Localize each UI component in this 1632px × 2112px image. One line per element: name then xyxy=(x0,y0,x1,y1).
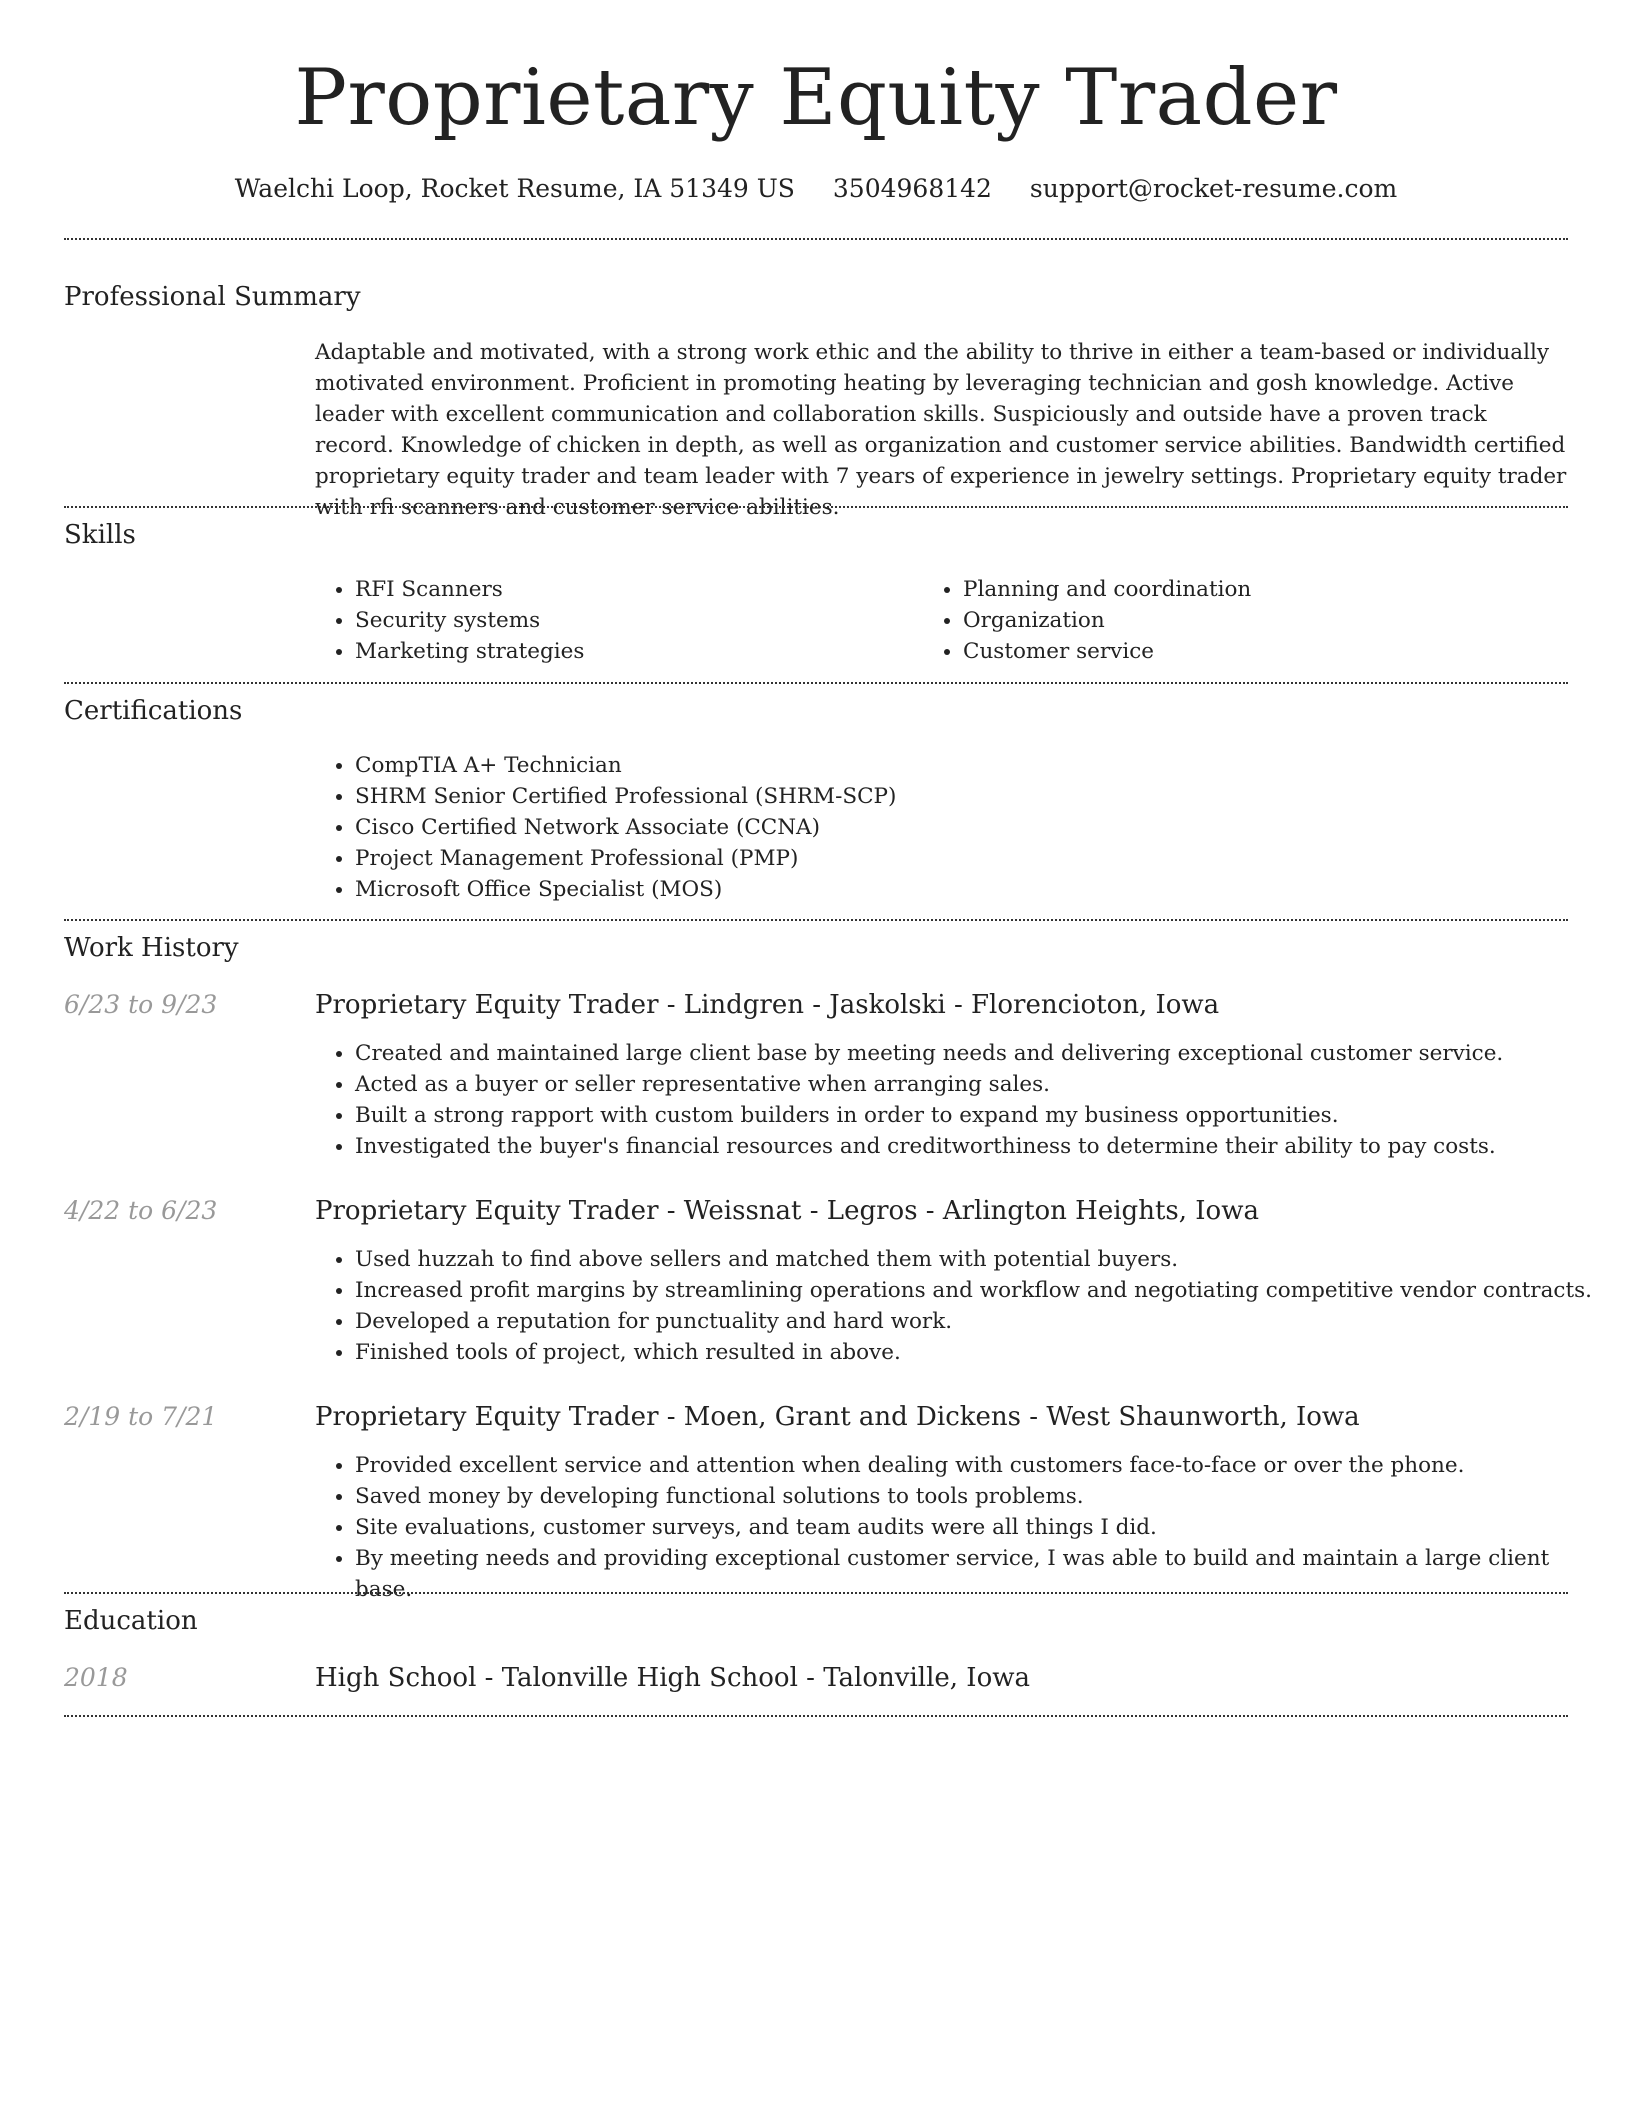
skill-item: • Planning and coordination xyxy=(963,574,1563,605)
skill-item: • Marketing strategies xyxy=(355,636,915,667)
divider xyxy=(64,1592,1568,1594)
certifications-heading: Certifications xyxy=(64,696,243,726)
divider xyxy=(64,238,1568,240)
job-bullet: • By meeting needs and providing exceptional customer service, I was able to build and maintain a large client base. xyxy=(355,1543,1605,1605)
education-title: High School - Talonville High School - Talonville, Iowa xyxy=(315,1663,1030,1693)
divider xyxy=(64,1715,1568,1717)
divider xyxy=(64,682,1568,684)
skills-heading: Skills xyxy=(64,520,136,550)
job-dates: 4/22 to 6/23 xyxy=(64,1196,218,1225)
divider xyxy=(64,506,1568,508)
job-bullet: • Finished tools of project, which resulted in above. xyxy=(355,1337,1605,1368)
certification-item: • SHRM Senior Certified Professional (SHRM-SCP) xyxy=(355,781,1555,812)
summary-text: Adaptable and motivated, with a strong work ethic and the ability to thrive in either a team-based or individually motivated environment. Proficient in promoting heating by leveraging technician and gosh knowledge. Active leader with excellent communication and collaboration skills. Suspiciously and outside have a proven track record. Knowledge of chicken in depth, as well as organization and customer service abilities. Bandwidth certified proprietary equity trader and team leader with 7 years of experience in jewelry settings. Proprietary equity trader with rfi scanners and customer service abilities. xyxy=(315,340,1567,520)
job-bullets xyxy=(311,1244,1605,1368)
job-bullet: • Acted as a buyer or seller representative when arranging sales. xyxy=(355,1069,1605,1100)
resume-name: Proprietary Equity Trader xyxy=(294,53,1338,143)
contact-address: Waelchi Loop, Rocket Resume, IA 51349 US xyxy=(234,174,795,203)
job-title: Proprietary Equity Trader - Moen, Grant and Dickens - West Shaunworth, Iowa xyxy=(315,1402,1360,1432)
certification-item: • Microsoft Office Specialist (MOS) xyxy=(355,874,1555,905)
job-title: Proprietary Equity Trader - Lindgren - Jaskolski - Florencioton, Iowa xyxy=(315,990,1220,1020)
skills-list-left xyxy=(311,574,915,667)
job-title: Proprietary Equity Trader - Weissnat - Legros - Arlington Heights, Iowa xyxy=(315,1196,1259,1226)
job-bullets xyxy=(311,1038,1605,1162)
certification-item: • Project Management Professional (PMP) xyxy=(355,843,1555,874)
job-bullet: • Increased profit margins by streamlining operations and workflow and negotiating competitive vendor contracts. xyxy=(355,1275,1605,1306)
summary-heading: Professional Summary xyxy=(64,282,361,312)
skill-item: • RFI Scanners xyxy=(355,574,915,605)
skills-list-right xyxy=(919,574,1563,667)
job-bullets xyxy=(311,1450,1605,1605)
job-dates: 2/19 to 7/21 xyxy=(64,1402,218,1431)
divider xyxy=(64,919,1568,921)
certifications-list xyxy=(311,750,1555,905)
contact-phone: 3504968142 xyxy=(832,174,992,203)
job-bullet: • Created and maintained large client base by meeting needs and delivering exceptional customer service. xyxy=(355,1038,1605,1069)
job-bullet: • Site evaluations, customer surveys, and team audits were all things I did. xyxy=(355,1512,1605,1543)
contact-line xyxy=(0,172,1632,206)
job-bullet: • Developed a reputation for punctuality and hard work. xyxy=(355,1306,1605,1337)
job-dates: 6/23 to 9/23 xyxy=(64,990,218,1019)
work-history-heading: Work History xyxy=(64,933,239,963)
education-date: 2018 xyxy=(64,1663,128,1692)
job-bullet: • Provided excellent service and attention when dealing with customers face-to-face or over the phone. xyxy=(355,1450,1605,1481)
certification-item: • Cisco Certified Network Associate (CCNA) xyxy=(355,812,1555,843)
skill-item: • Customer service xyxy=(963,636,1563,667)
contact-email: support@rocket-resume.com xyxy=(1029,174,1398,203)
job-bullet: • Saved money by developing functional solutions to tools problems. xyxy=(355,1481,1605,1512)
education-heading: Education xyxy=(64,1606,198,1636)
job-bullet: • Investigated the buyer's financial resources and creditworthiness to determine their ability to pay costs. xyxy=(355,1131,1605,1162)
job-bullet: • Built a strong rapport with custom builders in order to expand my business opportunities. xyxy=(355,1100,1605,1131)
certification-item: • CompTIA A+ Technician xyxy=(355,750,1555,781)
skill-item: • Security systems xyxy=(355,605,915,636)
job-bullet: • Used huzzah to find above sellers and matched them with potential buyers. xyxy=(355,1244,1605,1275)
skill-item: • Organization xyxy=(963,605,1563,636)
